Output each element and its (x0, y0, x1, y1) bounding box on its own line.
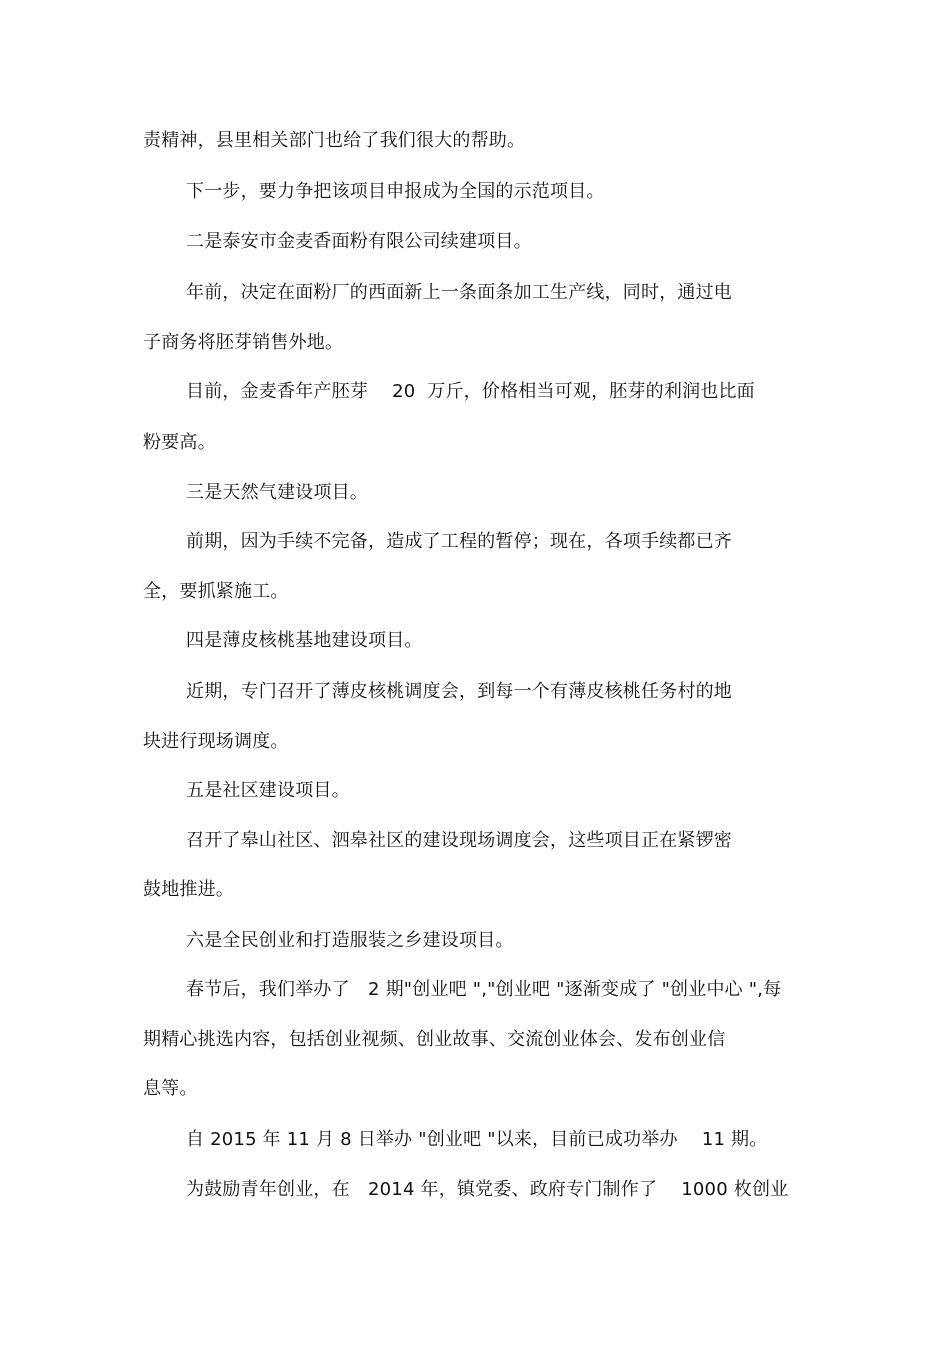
text-line: 块进行现场调度。 (143, 731, 289, 752)
text-line: 四是薄皮核桃基地建设项目。 (186, 630, 423, 651)
text-line: 目前，金麦香年产胚芽 20 万斤，价格相当可观，胚芽的利润也比面 (186, 381, 755, 402)
text-line: 五是社区建设项目。 (186, 780, 350, 801)
text-line: 子商务将胚芽销售外地。 (143, 332, 344, 353)
text-line: 前期，因为手续不完备，造成了工程的暂停；现在，各项手续都已齐 (186, 531, 732, 552)
text-line: 春节后，我们举办了 2 期"创业吧 ","创业吧 "逐渐变成了 "创业中心 ",每 (186, 979, 782, 1000)
text-line: 自 2015 年 11 月 8 日举办 "创业吧 "以来，目前已成功举办 11 期。 (186, 1129, 768, 1150)
text-line: 鼓地推进。 (143, 879, 234, 900)
text-line: 年前，决定在面粉厂的西面新上一条面条加工生产线，同时，通过电 (186, 282, 732, 303)
text-line: 期精心挑选内容，包括创业视频、创业故事、交流创业体会、发布创业信 (143, 1029, 726, 1050)
text-line: 二是泰安市金麦香面粉有限公司续建项目。 (186, 231, 532, 252)
text-line: 召开了皋山社区、泗皋社区的建设现场调度会，这些项目正在紧锣密 (186, 830, 732, 851)
text-line: 近期，专门召开了薄皮核桃调度会，到每一个有薄皮核桃任务村的地 (186, 681, 732, 702)
text-line: 六是全民创业和打造服装之乡建设项目。 (186, 930, 514, 951)
text-line: 下一步，要力争把该项目申报成为全国的示范项目。 (186, 181, 605, 202)
text-line: 息等。 (143, 1078, 198, 1099)
text-line: 为鼓励青年创业，在 2014 年，镇党委、政府专门制作了 1000 枚创业 (186, 1179, 789, 1200)
text-line: 粉要高。 (143, 432, 216, 453)
text-line: 全，要抓紧施工。 (143, 581, 289, 602)
text-line: 责精神，县里相关部门也给了我们很大的帮助。 (143, 130, 526, 151)
text-line: 三是天然气建设项目。 (186, 482, 368, 503)
